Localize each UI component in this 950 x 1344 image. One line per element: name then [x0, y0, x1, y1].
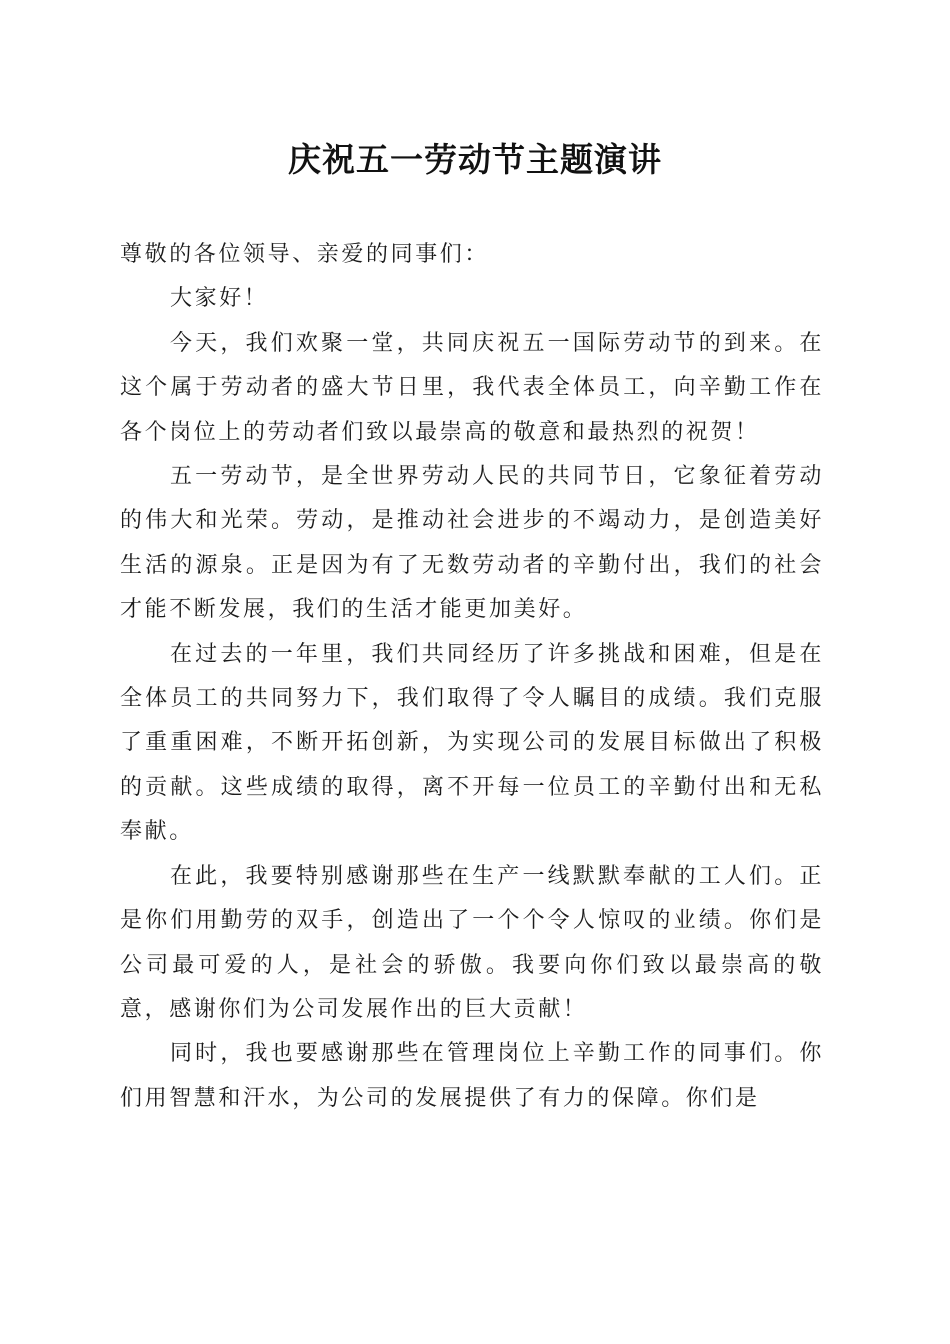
paragraph-thanks-workers: 在此，我要特别感谢那些在生产一线默默奉献的工人们。正是你们用勤劳的双手，创造出了一个个令人惊叹的业绩。你们是公司最可爱的人，是社会的骄傲。我要向你们致以最崇高的敬意，感谢你们为公司发展作出的巨大贡献！ [120, 863, 824, 1022]
paragraph-achievements: 在过去的一年里，我们共同经历了许多挑战和困难，但是在全体员工的共同努力下，我们取得了令人瞩目的成绩。我们克服了重重困难，不断开拓创新，为实现公司的发展目标做出了积极的贡献。这些成绩的取得，离不开每一位员工的辛勤付出和无私奉献。 [120, 641, 824, 845]
salutation: 尊敬的各位领导、亲爱的同事们： [120, 242, 490, 267]
paragraph-greeting: 大家好！ [170, 286, 269, 312]
document-title: 庆祝五一劳动节主题演讲 [288, 140, 662, 179]
document-body [120, 233, 824, 1121]
paragraph-opening: 今天，我们欢聚一堂，共同庆祝五一国际劳动节的到来。在这个属于劳动者的盛大节日里，我代表全体员工，向辛勤工作在各个岗位上的劳动者们致以最崇高的敬意和最热烈的祝贺！ [120, 330, 824, 445]
paragraph-thanks-managers: 同时，我也要感谢那些在管理岗位上辛勤工作的同事们。你们用智慧和汗水，为公司的发展提供了有力的保障。你们是 [120, 1041, 824, 1111]
paragraph-meaning: 五一劳动节，是全世界劳动人民的共同节日，它象征着劳动的伟大和光荣。劳动，是推动社会进步的不竭动力，是创造美好生活的源泉。正是因为有了无数劳动者的辛勤付出，我们的社会才能不断发展，我们的生活才能更加美好。 [120, 464, 824, 623]
